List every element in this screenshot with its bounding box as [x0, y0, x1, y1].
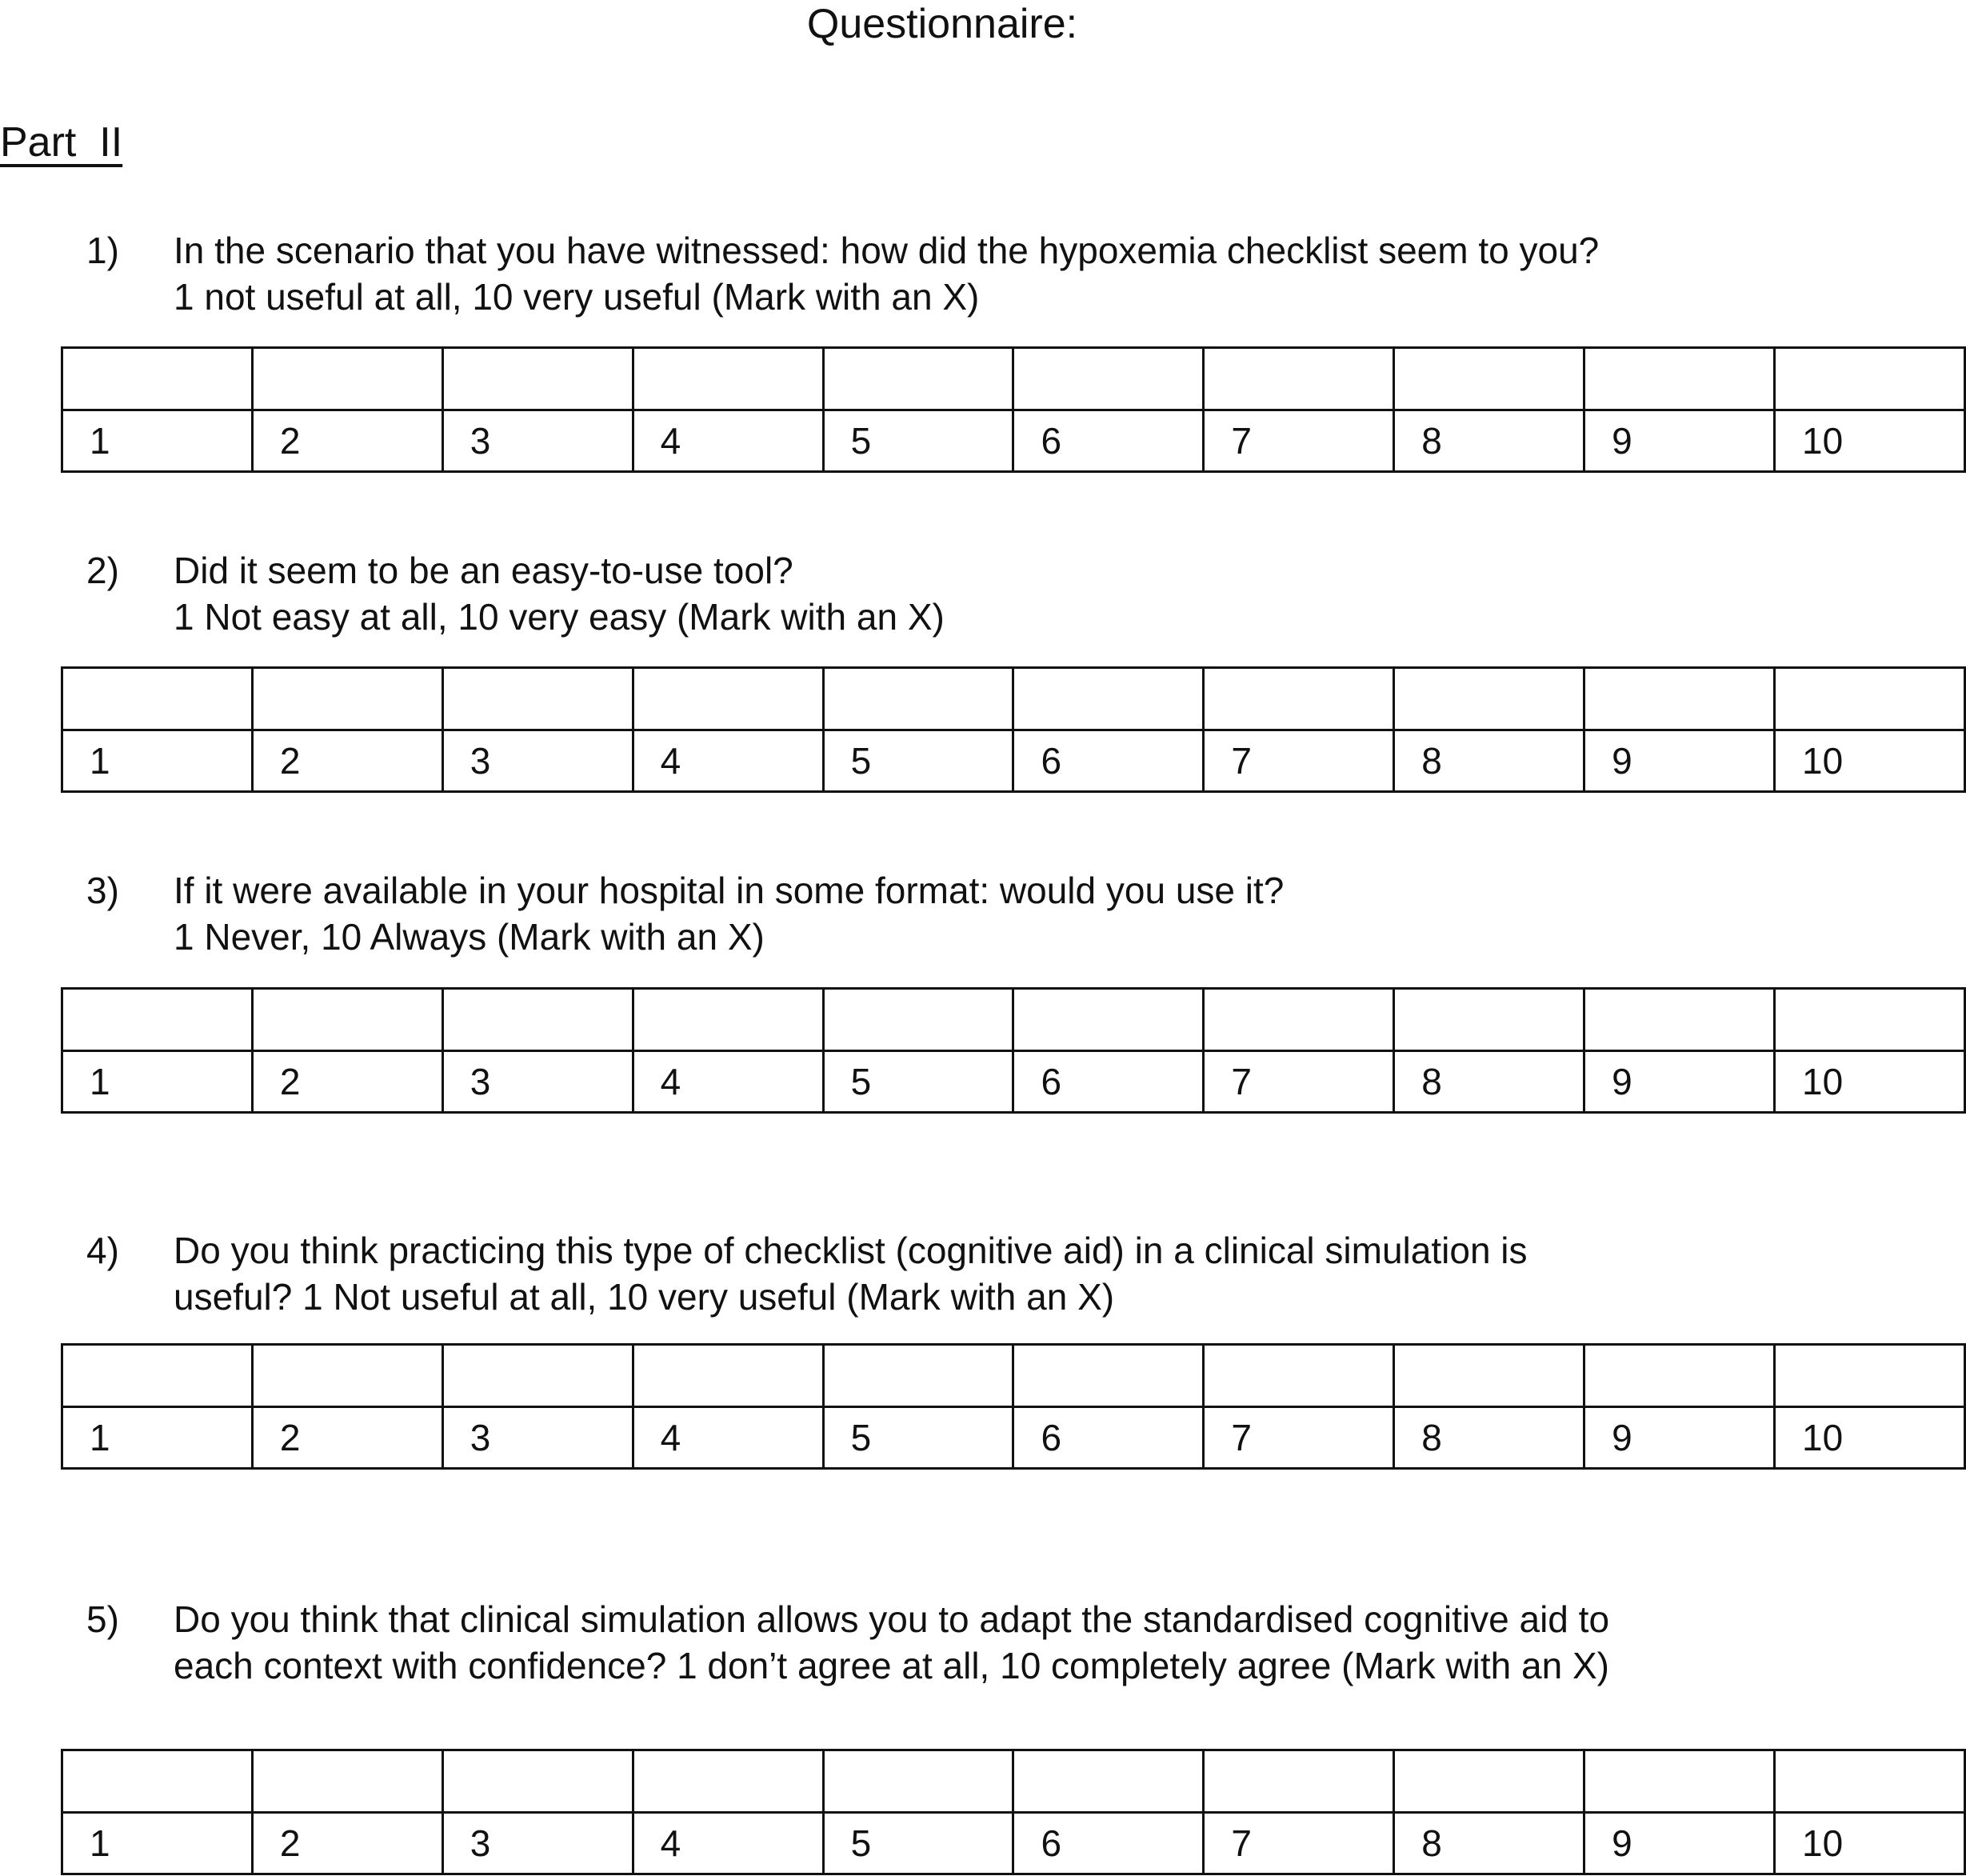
scale-number: 10	[1775, 1812, 1965, 1874]
question-line-1: If it were available in your hospital in some format: would you use it?	[174, 870, 1285, 911]
mark-cell-1[interactable]	[62, 668, 253, 730]
mark-cell-7[interactable]	[1204, 348, 1394, 410]
mark-cell-2[interactable]	[252, 1750, 442, 1813]
mark-cell-7[interactable]	[1204, 989, 1394, 1051]
question-text	[174, 867, 1284, 960]
question-number: 1)	[86, 230, 119, 271]
scale-number: 4	[633, 1406, 823, 1469]
mark-cell-5[interactable]	[823, 348, 1013, 410]
question-text	[174, 227, 1599, 320]
page-title: Questionnaire:	[806, 1, 1078, 47]
mark-cell-4[interactable]	[633, 989, 823, 1051]
mark-row	[62, 1345, 1965, 1407]
scale-number: 2	[252, 1406, 442, 1469]
mark-cell-1[interactable]	[62, 1345, 253, 1407]
scale-number: 5	[823, 730, 1013, 792]
question-number: 3)	[86, 870, 119, 911]
number-row	[62, 1050, 1965, 1113]
scale-number: 5	[823, 1406, 1013, 1469]
scale-number: 6	[1013, 730, 1204, 792]
scale-number: 9	[1584, 1812, 1775, 1874]
question-text	[174, 547, 945, 640]
scale-number: 4	[633, 410, 823, 472]
mark-cell-10[interactable]	[1775, 989, 1965, 1051]
scale-number: 7	[1204, 1406, 1394, 1469]
scale-number: 2	[252, 730, 442, 792]
question-line-2: 1 Never, 10 Always (Mark with an X)	[174, 916, 765, 958]
scale-number: 4	[633, 1812, 823, 1874]
scale-number: 2	[252, 1050, 442, 1113]
mark-cell-6[interactable]	[1013, 668, 1204, 730]
scale-number: 7	[1204, 730, 1394, 792]
mark-cell-5[interactable]	[823, 668, 1013, 730]
mark-cell-4[interactable]	[633, 668, 823, 730]
scale-number: 9	[1584, 730, 1775, 792]
number-row	[62, 410, 1965, 472]
mark-cell-1[interactable]	[62, 1750, 253, 1813]
scale-number: 6	[1013, 1406, 1204, 1469]
mark-cell-8[interactable]	[1394, 989, 1584, 1051]
scale-number: 10	[1775, 410, 1965, 472]
scale-number: 1	[62, 1406, 253, 1469]
mark-cell-4[interactable]	[633, 348, 823, 410]
scale-number: 9	[1584, 410, 1775, 472]
number-row	[62, 730, 1965, 792]
question-line-1: Do you think practicing this type of checklist (cognitive aid) in a clinical simulation is	[174, 1230, 1528, 1271]
scale-number: 7	[1204, 410, 1394, 472]
mark-cell-8[interactable]	[1394, 1345, 1584, 1407]
scale-number: 6	[1013, 1812, 1204, 1874]
mark-cell-8[interactable]	[1394, 348, 1584, 410]
question-line-2: each context with confidence? 1 don’t agree at all, 10 completely agree (Mark with an X)	[174, 1645, 1609, 1686]
mark-cell-10[interactable]	[1775, 668, 1965, 730]
mark-cell-9[interactable]	[1584, 348, 1775, 410]
scale-number: 6	[1013, 1050, 1204, 1113]
scale-number: 8	[1394, 1406, 1584, 1469]
mark-cell-1[interactable]	[62, 348, 253, 410]
scale-number: 9	[1584, 1406, 1775, 1469]
scale-number: 8	[1394, 410, 1584, 472]
rating-scale-4	[61, 1343, 1966, 1470]
mark-cell-2[interactable]	[252, 348, 442, 410]
mark-cell-9[interactable]	[1584, 1345, 1775, 1407]
mark-cell-8[interactable]	[1394, 1750, 1584, 1813]
mark-cell-5[interactable]	[823, 989, 1013, 1051]
question-line-1: Did it seem to be an easy-to-use tool?	[174, 550, 793, 591]
rating-scale-1	[61, 346, 1966, 473]
scale-number: 4	[633, 730, 823, 792]
mark-row	[62, 348, 1965, 410]
scale-number: 8	[1394, 1050, 1584, 1113]
mark-cell-4[interactable]	[633, 1750, 823, 1813]
mark-cell-1[interactable]	[62, 989, 253, 1051]
question-line-2: 1 Not easy at all, 10 very easy (Mark with an X)	[174, 596, 945, 638]
scale-number: 9	[1584, 1050, 1775, 1113]
mark-cell-7[interactable]	[1204, 1345, 1394, 1407]
question-line-2: useful? 1 Not useful at all, 10 very useful (Mark with an X)	[174, 1276, 1115, 1318]
mark-cell-3[interactable]	[442, 1750, 633, 1813]
scale-number: 8	[1394, 1812, 1584, 1874]
mark-cell-7[interactable]	[1204, 668, 1394, 730]
question-line-2: 1 not useful at all, 10 very useful (Mark with an X)	[174, 276, 980, 318]
scale-number: 10	[1775, 1406, 1965, 1469]
mark-cell-5[interactable]	[823, 1750, 1013, 1813]
scale-number: 7	[1204, 1812, 1394, 1874]
mark-row	[62, 989, 1965, 1051]
question-line-1: Do you think that clinical simulation allows you to adapt the standardised cognitive aid to	[174, 1598, 1610, 1640]
mark-cell-2[interactable]	[252, 668, 442, 730]
question-number: 5)	[86, 1598, 119, 1640]
number-row	[62, 1406, 1965, 1469]
question-number: 2)	[86, 550, 119, 591]
scale-number: 7	[1204, 1050, 1394, 1113]
scale-number: 6	[1013, 410, 1204, 472]
scale-number: 1	[62, 410, 253, 472]
scale-number: 1	[62, 1050, 253, 1113]
mark-cell-4[interactable]	[633, 1345, 823, 1407]
question-text	[174, 1227, 1528, 1320]
mark-cell-10[interactable]	[1775, 1345, 1965, 1407]
scale-number: 10	[1775, 1050, 1965, 1113]
mark-cell-3[interactable]	[442, 668, 633, 730]
scale-number: 3	[442, 1812, 633, 1874]
scale-number: 2	[252, 410, 442, 472]
mark-cell-9[interactable]	[1584, 668, 1775, 730]
scale-number: 3	[442, 410, 633, 472]
scale-number: 1	[62, 730, 253, 792]
question-text	[174, 1596, 1609, 1689]
mark-cell-3[interactable]	[442, 1345, 633, 1407]
scale-number: 2	[252, 1812, 442, 1874]
mark-cell-2[interactable]	[252, 989, 442, 1051]
scale-number: 4	[633, 1050, 823, 1113]
mark-cell-6[interactable]	[1013, 989, 1204, 1051]
mark-cell-6[interactable]	[1013, 1750, 1204, 1813]
scale-number: 1	[62, 1812, 253, 1874]
question-number: 4)	[86, 1230, 119, 1271]
scale-number: 5	[823, 1050, 1013, 1113]
rating-scale-2	[61, 666, 1966, 793]
scale-number: 10	[1775, 730, 1965, 792]
scale-number: 5	[823, 410, 1013, 472]
scale-number: 5	[823, 1812, 1013, 1874]
scale-number: 3	[442, 1406, 633, 1469]
mark-cell-6[interactable]	[1013, 1345, 1204, 1407]
mark-row	[62, 1750, 1965, 1813]
question-line-1: In the scenario that you have witnessed: how did the hypoxemia checklist seem to you?	[174, 230, 1600, 271]
mark-cell-10[interactable]	[1775, 348, 1965, 410]
mark-cell-3[interactable]	[442, 989, 633, 1051]
number-row	[62, 1812, 1965, 1874]
mark-cell-8[interactable]	[1394, 668, 1584, 730]
mark-cell-6[interactable]	[1013, 348, 1204, 410]
rating-scale-5	[61, 1749, 1966, 1875]
scale-number: 3	[442, 1050, 633, 1113]
part-heading: Part II	[0, 119, 123, 166]
mark-cell-5[interactable]	[823, 1345, 1013, 1407]
mark-row	[62, 668, 1965, 730]
mark-cell-2[interactable]	[252, 1345, 442, 1407]
mark-cell-7[interactable]	[1204, 1750, 1394, 1813]
mark-cell-3[interactable]	[442, 348, 633, 410]
scale-number: 3	[442, 730, 633, 792]
rating-scale-3	[61, 987, 1966, 1114]
mark-cell-9[interactable]	[1584, 989, 1775, 1051]
mark-cell-9[interactable]	[1584, 1750, 1775, 1813]
mark-cell-10[interactable]	[1775, 1750, 1965, 1813]
scale-number: 8	[1394, 730, 1584, 792]
